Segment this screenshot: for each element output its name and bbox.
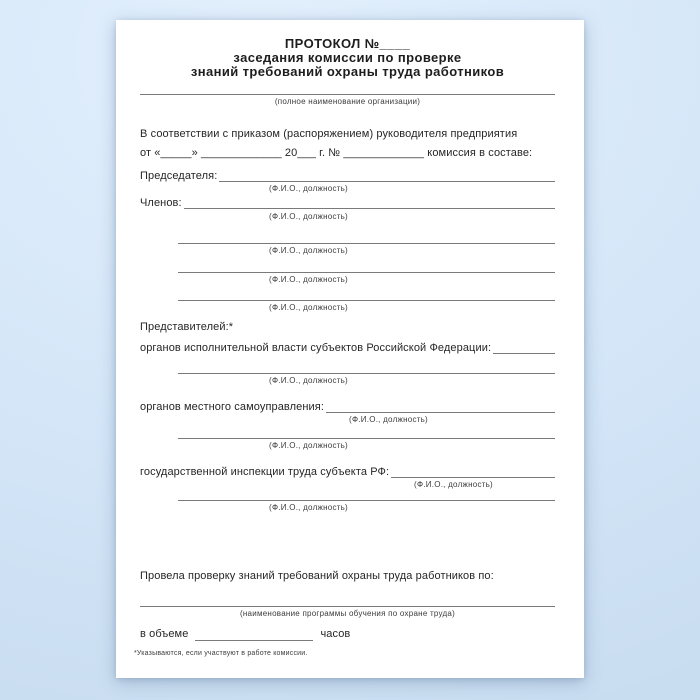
member-blank-line — [178, 300, 555, 301]
volume-row — [140, 628, 555, 641]
program-caption: (наименование программы обучения по охране труда) — [239, 609, 456, 618]
program-name-line — [140, 606, 555, 607]
rep-executive-name-line — [178, 373, 555, 374]
rep-local-row — [140, 401, 555, 413]
members-row — [140, 197, 555, 209]
chairman-blank-line — [219, 180, 555, 182]
rep-inspection-blank-line — [391, 476, 555, 478]
fio-caption: (Ф.И.О., должность) — [414, 480, 493, 489]
intro-line-1: В соответствии с приказом (распоряжением) руководителя предприятия — [140, 128, 518, 140]
chairman-label: Председателя: — [140, 170, 218, 182]
members-label: Членов: — [140, 197, 182, 209]
fio-caption: (Ф.И.О., должность) — [269, 275, 348, 284]
fio-caption: (Ф.И.О., должность) — [269, 303, 348, 312]
protocol-title: ПРОТОКОЛ №____ — [284, 36, 411, 51]
fio-caption: (Ф.И.О., должность) — [269, 376, 348, 385]
fio-caption: (Ф.И.О., должность) — [269, 503, 348, 512]
fio-caption: (Ф.И.О., должность) — [269, 441, 348, 450]
fio-caption: (Ф.И.О., должность) — [269, 184, 348, 193]
rep-executive-row — [140, 342, 555, 354]
rep-inspection-row — [140, 466, 555, 478]
document-page — [116, 20, 584, 678]
rep-executive-label: органов исполнительной власти субъектов Российской Федерации: — [140, 342, 492, 354]
rep-local-label: органов местного самоуправления: — [140, 401, 324, 413]
organization-caption: (полное наименование организации) — [274, 97, 421, 106]
representatives-label: Представителей:* — [140, 321, 234, 333]
fio-caption: (Ф.И.О., должность) — [269, 246, 348, 255]
rep-inspection-label: государственной инспекции труда субъекта РФ: — [140, 466, 390, 478]
rep-local-blank-line — [326, 411, 555, 413]
member-blank-line — [178, 272, 555, 273]
rep-executive-blank-line — [493, 352, 555, 354]
fio-caption: (Ф.И.О., должность) — [349, 415, 428, 424]
volume-suffix: часов — [320, 628, 351, 640]
members-blank-line — [184, 207, 555, 209]
protocol-title-line-3: знаний требований охраны труда работников — [190, 64, 505, 79]
footnote: *Указываются, если участвуют в работе комиссии. — [134, 650, 308, 657]
volume-prefix: в объеме — [140, 628, 189, 640]
conducted-text: Провела проверку знаний требований охраны труда работников по: — [140, 570, 494, 582]
protocol-title-line-2: заседания комиссии по проверке — [233, 50, 462, 65]
volume-blank-field — [195, 639, 313, 641]
intro-line-2: от «_____» _____________ 20___ г. № _____________ комиссия в составе: — [140, 147, 533, 159]
organization-name-line — [140, 94, 555, 95]
member-blank-line — [178, 243, 555, 244]
chairman-row — [140, 170, 555, 182]
rep-local-name-line — [178, 438, 555, 439]
fio-caption: (Ф.И.О., должность) — [269, 212, 348, 221]
rep-inspection-name-line — [178, 500, 555, 501]
